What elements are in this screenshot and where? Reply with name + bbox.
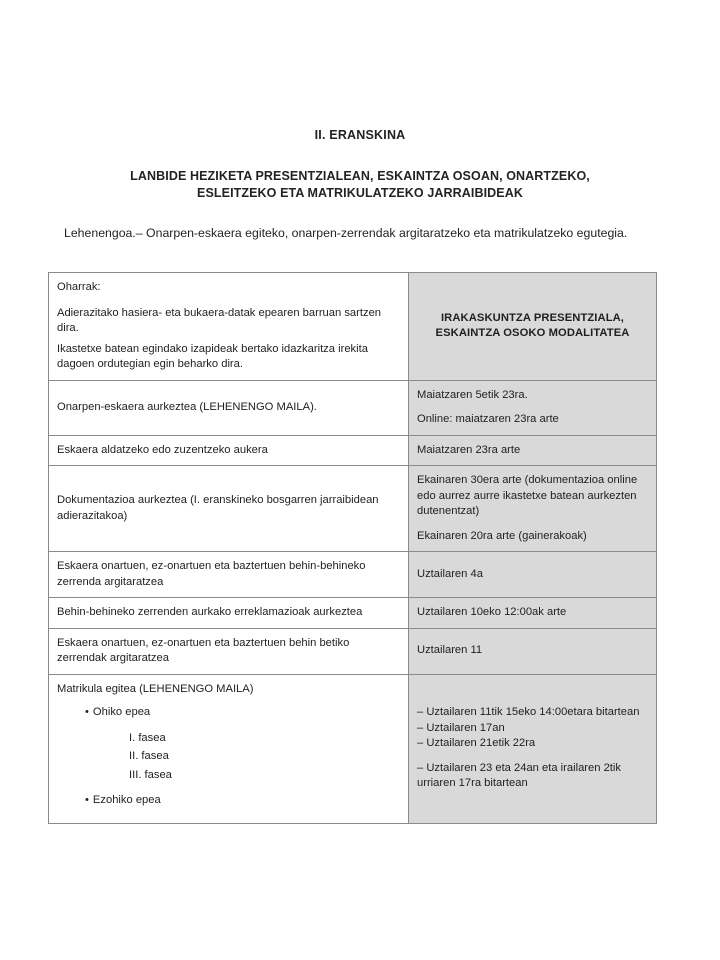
matriculation-phase-2: II. fasea — [129, 750, 169, 762]
lead-paragraph: Lehenengoa.– Onarpen-eskaera egiteko, onarpen-zerrendak argitaratzeko eta matrikulatzeko egutegia. — [64, 226, 628, 240]
table-header-label-line-2: ESKAINTZA OSOKO MODALITATEA — [435, 327, 630, 340]
document-subtitle-line-2: ESLEITZEKO ETA MATRIKULATZEKO JARRAIBIDEAK — [197, 186, 523, 200]
matriculation-label — [49, 674, 409, 823]
row-value-line-1: Maiatzaren 23ra arte — [417, 443, 521, 456]
matriculation-bullet-extraordinary-label: Ezohiko epea — [92, 794, 161, 806]
matriculation-phase-3: III. fasea — [129, 768, 172, 781]
matriculation-dates — [409, 674, 657, 823]
row-label: Behin-behineko zerrenden aurkako erreklamazioak aurkeztea — [49, 598, 409, 629]
schedule-table-container — [0, 243, 720, 824]
notes-title: Oharrak: — [57, 281, 101, 293]
row-label: Dokumentazioa aurkeztea (I. eranskineko bosgarren jarraibidean adierazitakoa) — [49, 466, 409, 552]
row-value — [409, 435, 657, 466]
matriculation-date-4: – Uztailaren 23 eta 24an eta irailaren 2tik urriaren 17ra bitartean — [417, 761, 621, 790]
matriculation-title: Matrikula egitea (LEHENENGO MAILA) — [57, 682, 254, 695]
matriculation-bullet-ordinary-label: Ohiko epea — [92, 706, 151, 718]
row-value-line-2: Online: maiatzaren 23ra arte — [417, 413, 559, 425]
row-value-line-1: Maiatzaren 5etik 23ra. — [417, 388, 528, 401]
row-value-line-2: Ekainaren 20ra arte (gainerakoak) — [417, 529, 587, 542]
row-value — [409, 598, 657, 629]
note-line-2: Ikastetxe batean egindako izapideak bertako idazkaritza irekita dagoen ordutegian egin beharko dira. — [57, 342, 368, 370]
table-row — [49, 435, 657, 466]
table-row — [49, 552, 657, 598]
bullet-icon: • — [85, 706, 89, 718]
row-label: Eskaera aldatzeko edo zuzentzeko aukera — [49, 435, 409, 466]
row-label: Eskaera onartuen, ez-onartuen eta baztertuen behin betiko zerrendak argitaratzea — [49, 628, 409, 674]
matriculation-bullet-ordinary — [57, 705, 400, 721]
table-row — [49, 628, 657, 674]
row-value-line-1: Uztailaren 4a — [417, 567, 483, 580]
row-label: Eskaera onartuen, ez-onartuen eta baztertuen behin-behineko zerrenda argitaratzea — [49, 552, 409, 598]
row-value — [409, 552, 657, 598]
schedule-table — [48, 272, 657, 824]
bullet-icon: • — [85, 794, 89, 806]
document-subtitle-line-1: LANBIDE HEZIKETA PRESENTZIALEAN, ESKAINTZA OSOAN, ONARTZEKO, — [130, 169, 590, 183]
matriculation-date-3: – Uztailaren 21etik 22ra — [417, 737, 536, 750]
row-value-line-1: Ekainaren 30era arte (dokumentazioa online edo aurrez aurre ikastetxe batean aurkezten dutenentzat) — [417, 474, 638, 517]
row-value — [409, 466, 657, 552]
matriculation-bullet-extraordinary — [57, 793, 400, 809]
matriculation-date-2: – Uztailaren 17an — [417, 721, 505, 734]
row-value-line-1: Uztailaren 10eko 12:00ak arte — [417, 606, 567, 618]
table-header-label — [409, 273, 657, 381]
row-label: Onarpen-eskaera aurkeztea (LEHENENGO MAILA). — [49, 380, 409, 435]
table-header-row — [49, 273, 657, 381]
row-value-line-1: Uztailaren 11 — [417, 644, 483, 657]
table-row-matriculation — [49, 674, 657, 823]
table-row — [49, 598, 657, 629]
table-row — [49, 466, 657, 552]
row-value — [409, 628, 657, 674]
table-row — [49, 380, 657, 435]
document-subtitle — [0, 143, 720, 202]
row-value — [409, 380, 657, 435]
matriculation-date-1: – Uztailaren 11tik 15eko 14:00etara bitartean — [417, 706, 640, 719]
matriculation-phase-1: I. fasea — [129, 731, 166, 744]
page-title: II. ERANSKINA — [314, 128, 406, 142]
notes-cell — [49, 273, 409, 381]
note-line-1: Adierazitako hasiera- eta bukaera-datak epearen barruan sartzen dira. — [57, 306, 382, 334]
table-header-label-line-1: IRAKASKUNTZA PRESENTZIALA, — [440, 311, 625, 324]
